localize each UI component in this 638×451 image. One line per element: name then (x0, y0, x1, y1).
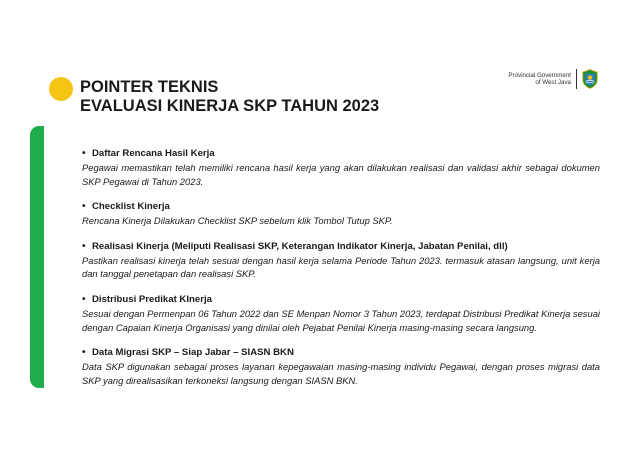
item-description: Data SKP digunakan sebagai proses layanan kepegawaian masing-masing individu Pegawai, dengan proses migrasi data SKP yang direalisasikan terkoneksi langsung dengan SIASN BKN. (82, 361, 600, 386)
item-heading: Data Migrasi SKP – Siap Jabar – SIASN BKN (92, 347, 294, 359)
list-item (82, 241, 600, 281)
brand-line-2: of West Java (535, 79, 571, 86)
item-description: Rencana Kinerja Dilakukan Checklist SKP sebelum klik Tombol Tutup SKP. (82, 215, 393, 227)
item-description: Pegawai memastikan telah memiliki rencana hasil kerja yang akan dilakukan realisasi dan validasi akhir sebagai dokumen SKP Pegawai di Tahun 2023. (82, 162, 600, 187)
west-java-emblem-icon (582, 69, 598, 89)
list-item (82, 294, 600, 334)
item-heading: Daftar Rencana Hasil Kerja (92, 148, 215, 159)
yellow-accent-dot (49, 77, 73, 101)
slide-title (80, 78, 379, 116)
bullet-icon: • (82, 148, 86, 159)
item-description: Pastikan realisasi kinerja telah sesuai dengan hasil kerja selama Periode Tahun 2023. termasuk atasan langsung, unit kerja dan tanggal penetapan dan realisasi SKP. (82, 254, 600, 280)
pointer-list (82, 148, 600, 400)
brand-divider (576, 69, 577, 89)
list-item (82, 148, 600, 188)
green-accent-bar (30, 126, 44, 388)
item-heading: Distribusi Predikat KInerja (92, 293, 212, 305)
bullet-icon: • (82, 201, 86, 213)
item-heading: Realisasi Kinerja (Meliputi Realisasi SKP, Keterangan Indikator Kinerja, Jabatan Penilai, dll) (92, 240, 508, 252)
bullet-icon: • (82, 293, 86, 305)
list-item (82, 201, 600, 228)
bullet-icon: • (82, 240, 86, 252)
brand-line-1: Provincial Government (508, 71, 571, 79)
list-item (82, 347, 600, 387)
brand-logo-block (508, 68, 598, 90)
title-line-1: POINTER TEKNIS (80, 78, 219, 96)
title-line-2: EVALUASI KINERJA SKP TAHUN 2023 (80, 97, 380, 115)
brand-text (508, 72, 576, 87)
bullet-icon: • (82, 347, 86, 359)
item-heading: Checklist Kinerja (92, 201, 170, 213)
item-description: Sesuai dengan Permenpan 06 Tahun 2022 dan SE Menpan Nomor 3 Tahun 2023, terdapat Distribusi Predikat Kinerja sesuai dengan Capaian Kinerja Organisasi yang dinilai oleh Pejabat Penilai Kinerja masing-masing secara langsung. (82, 307, 600, 333)
